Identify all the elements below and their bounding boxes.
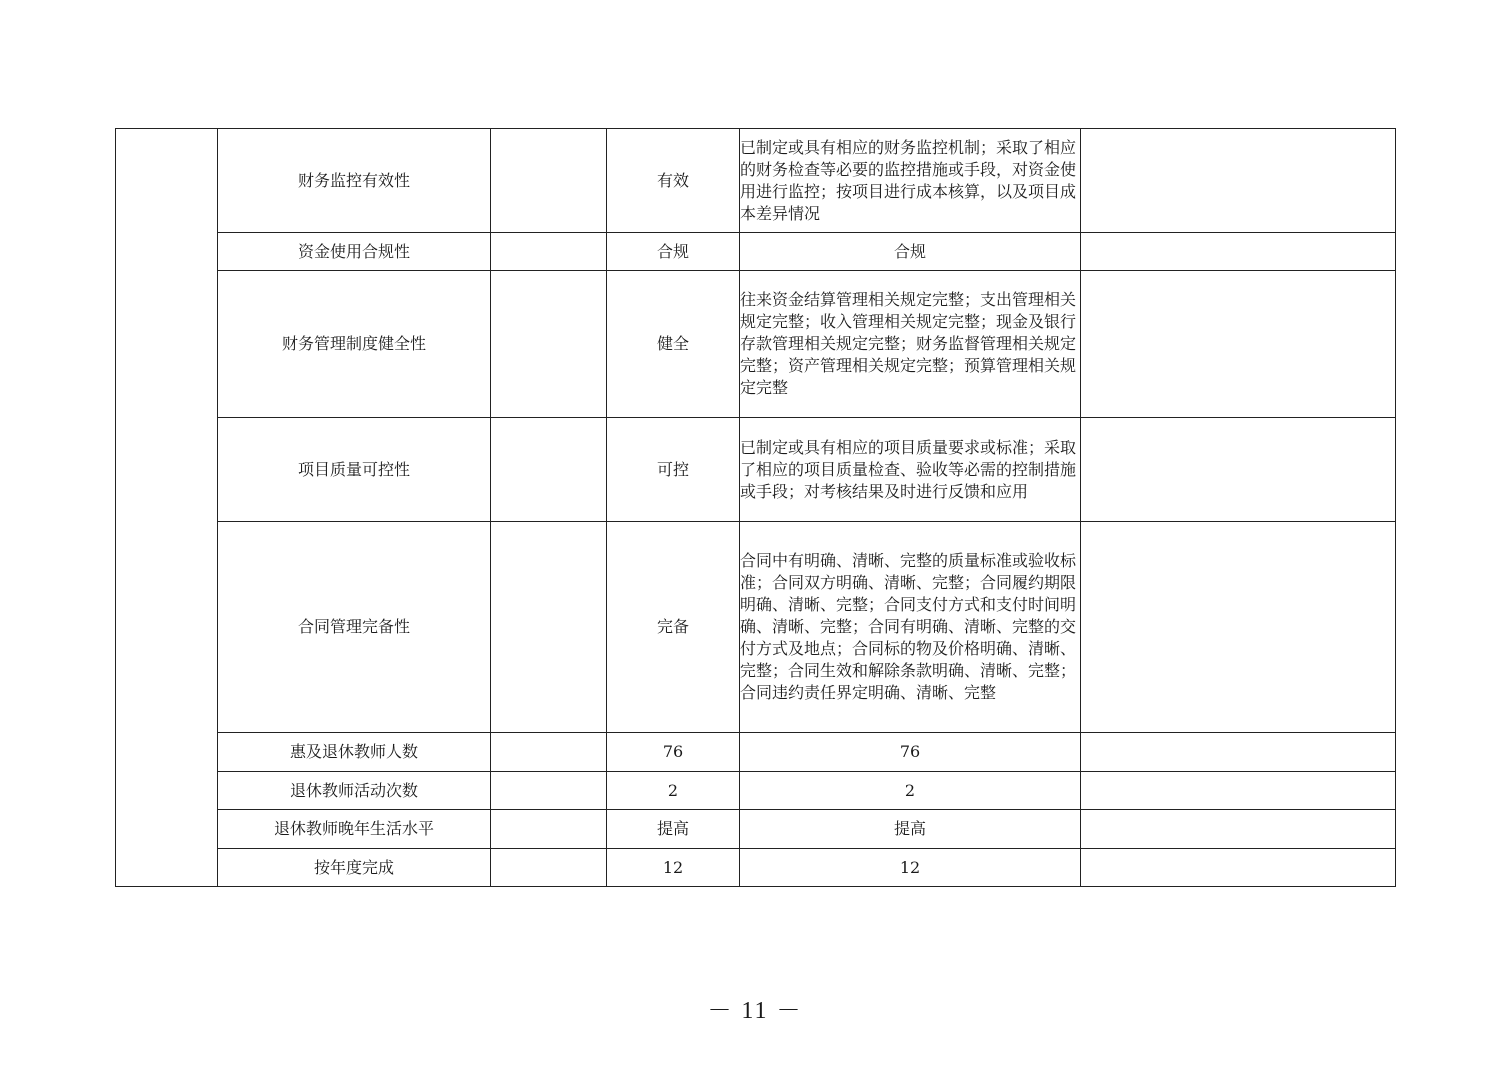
indicator-cell: 惠及退休教师人数: [218, 733, 491, 772]
blank-cell: [491, 522, 607, 733]
table-row: [116, 129, 1396, 233]
blank-cell: [491, 772, 607, 810]
blank-cell: [491, 810, 607, 849]
target-cell: 2: [607, 772, 740, 810]
target-cell: 健全: [607, 271, 740, 418]
actual-cell: 已制定或具有相应的财务监控机制；采取了相应的财务检查等必要的监控措施或手段，对资金使用进行监控；按项目进行成本核算，以及项目成本差异情况: [740, 129, 1081, 233]
remark-cell: [1081, 271, 1396, 418]
table-row: [116, 271, 1396, 418]
page-number: － 11 －: [707, 998, 803, 1024]
table-row: [116, 810, 1396, 849]
target-cell: 合规: [607, 233, 740, 271]
indicator-cell: 财务管理制度健全性: [218, 271, 491, 418]
table-row: [116, 418, 1396, 522]
table-row: [116, 233, 1396, 271]
indicator-cell: 资金使用合规性: [218, 233, 491, 271]
target-cell: 提高: [607, 810, 740, 849]
blank-cell: [491, 418, 607, 522]
indicator-cell: 按年度完成: [218, 849, 491, 887]
actual-cell: 合规: [740, 233, 1081, 271]
indicator-cell: 退休教师活动次数: [218, 772, 491, 810]
category-cell: [116, 129, 218, 887]
table-row: [116, 733, 1396, 772]
indicator-cell: 退休教师晚年生活水平: [218, 810, 491, 849]
blank-cell: [491, 233, 607, 271]
remark-cell: [1081, 810, 1396, 849]
blank-cell: [491, 129, 607, 233]
actual-cell: 往来资金结算管理相关规定完整；支出管理相关规定完整；收入管理相关规定完整；现金及银行存款管理相关规定完整；财务监督管理相关规定完整；资产管理相关规定完整；预算管理相关规定完整: [740, 271, 1081, 418]
indicator-cell: 财务监控有效性: [218, 129, 491, 233]
table-row: [116, 849, 1396, 887]
remark-cell: [1081, 522, 1396, 733]
blank-cell: [491, 733, 607, 772]
actual-cell: 提高: [740, 810, 1081, 849]
performance-table: [115, 128, 1396, 887]
indicator-cell: 项目质量可控性: [218, 418, 491, 522]
blank-cell: [491, 849, 607, 887]
target-cell: 完备: [607, 522, 740, 733]
remark-cell: [1081, 849, 1396, 887]
target-cell: 76: [607, 733, 740, 772]
remark-cell: [1081, 772, 1396, 810]
actual-cell: 76: [740, 733, 1081, 772]
table-row: [116, 772, 1396, 810]
target-cell: 有效: [607, 129, 740, 233]
remark-cell: [1081, 129, 1396, 233]
actual-cell: 已制定或具有相应的项目质量要求或标准；采取了相应的项目质量检查、验收等必需的控制措施或手段；对考核结果及时进行反馈和应用: [740, 418, 1081, 522]
actual-cell: 2: [740, 772, 1081, 810]
indicator-cell: 合同管理完备性: [218, 522, 491, 733]
blank-cell: [491, 271, 607, 418]
table-row: [116, 522, 1396, 733]
remark-cell: [1081, 233, 1396, 271]
actual-cell: 合同中有明确、清晰、完整的质量标准或验收标准；合同双方明确、清晰、完整；合同履约期限明确、清晰、完整；合同支付方式和支付时间明确、清晰、完整；合同有明确、清晰、完整的交付方式及地点；合同标的物及价格明确、清晰、完整；合同生效和解除条款明确、清晰、完整；合同违约责任界定明确、清晰、完整: [740, 522, 1081, 733]
remark-cell: [1081, 733, 1396, 772]
actual-cell: 12: [740, 849, 1081, 887]
remark-cell: [1081, 418, 1396, 522]
target-cell: 12: [607, 849, 740, 887]
target-cell: 可控: [607, 418, 740, 522]
